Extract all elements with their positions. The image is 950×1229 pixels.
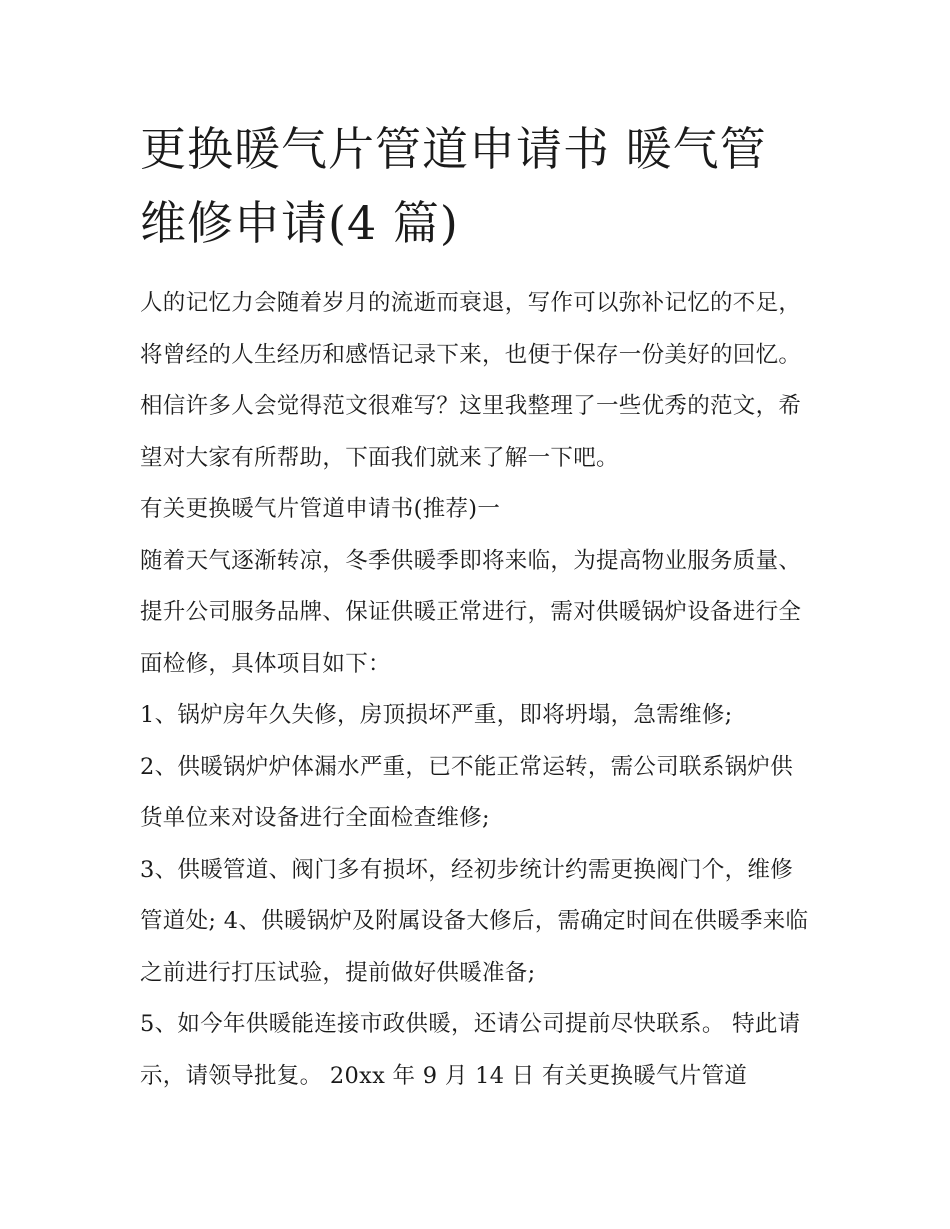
document-body [140, 278, 810, 1102]
list-item-1: 1、锅炉房年久失修，房顶损坏严重，即将坍塌，急需维修; [140, 702, 733, 728]
list-item-3: 3、供暖管道、阀门多有损坏，经初步统计约需更换阀门个，维修管道处; 4、供暖锅炉及附属设备大修后，需确定时间在供暖季来临之前进行打压试验，提前做好供暖准备; [140, 856, 809, 986]
intro-paragraph: 人的记忆力会随着岁月的流逝而衰退，写作可以弥补记忆的不足，将曾经的人生经历和感悟记录下来，也便于保存一份美好的回忆。相信许多人会觉得范文很难写？这里我整理了一些优秀的范文，希望对大家有所帮助，下面我们就来了解一下吧。 [140, 290, 802, 471]
document-page [140, 112, 810, 1102]
list-item-2: 2、供暖锅炉炉体漏水严重，已不能正常运转，需公司联系锅炉供货单位来对设备进行全面检查维修; [140, 753, 794, 831]
body-paragraph: 随着天气逐渐转凉，冬季供暖季即将来临，为提高物业服务质量、提升公司服务品牌、保证供暖正常进行，需对供暖锅炉设备进行全面检修，具体项目如下： [140, 547, 802, 677]
section-heading: 有关更换暖气片管道申请书(推荐)一 [140, 496, 501, 522]
list-item-5: 5、如今年供暖能连接市政供暖，还请公司提前尽快联系。 特此请示，请领导批复。 20xx 年 9 月 14 日 有关更换暖气片管道 [140, 1011, 801, 1089]
document-title: 更换暖气片管道申请书 暖气管维修申请(4 篇) [140, 122, 767, 250]
